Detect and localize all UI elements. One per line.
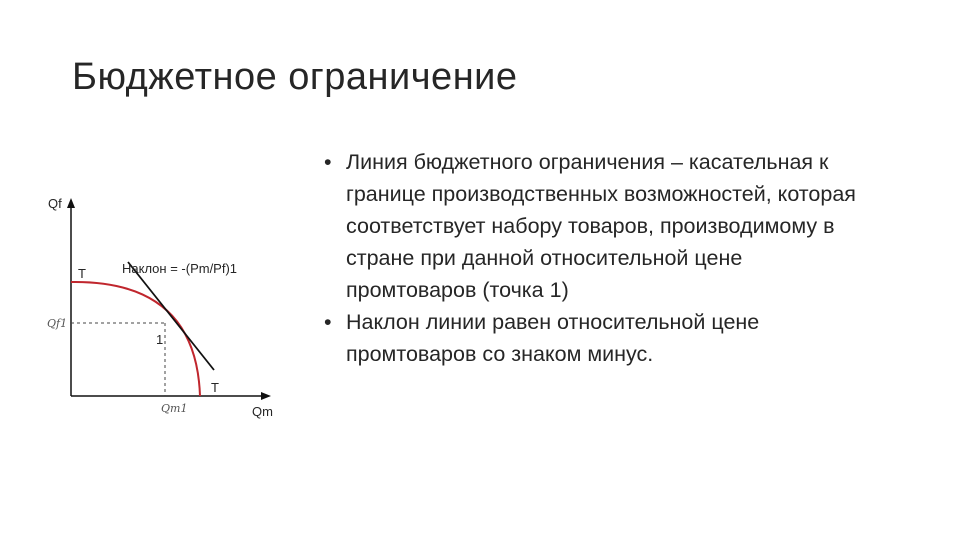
- x-axis-label: Qm: [252, 404, 273, 419]
- curve-label-top: T: [78, 266, 86, 281]
- bullet-dot-icon: •: [324, 150, 332, 174]
- y-axis-arrow: [67, 198, 75, 208]
- slope-label: Наклон = -(Pm/Pf)1: [122, 261, 238, 276]
- y-axis-label: Qf: [48, 196, 62, 211]
- budget-line: [128, 262, 214, 370]
- point-label: 1: [156, 332, 164, 347]
- ppf-curve: [71, 282, 200, 396]
- bullet-list: [318, 146, 878, 370]
- bullet-item: [318, 306, 878, 370]
- bullet-dot-icon: •: [324, 310, 332, 334]
- curve-label-bottom: T: [211, 380, 219, 395]
- qm1-label: Qm1: [161, 402, 188, 415]
- bullet-item: [318, 146, 878, 306]
- bullet-text: Наклон линии равен относительной цене промтоваров со знаком минус.: [346, 310, 760, 366]
- bullet-text: Линия бюджетного ограничения – касательная к границе производственных возможностей, которая соответствует набору товаров, производимому в стране при данной относительной цене промтоваров (точка 1): [346, 150, 856, 302]
- slide-title: Бюджетное ограничение: [72, 56, 518, 98]
- axes: [67, 198, 271, 400]
- qf1-label: Qf1: [47, 317, 68, 330]
- x-axis-arrow: [261, 392, 271, 400]
